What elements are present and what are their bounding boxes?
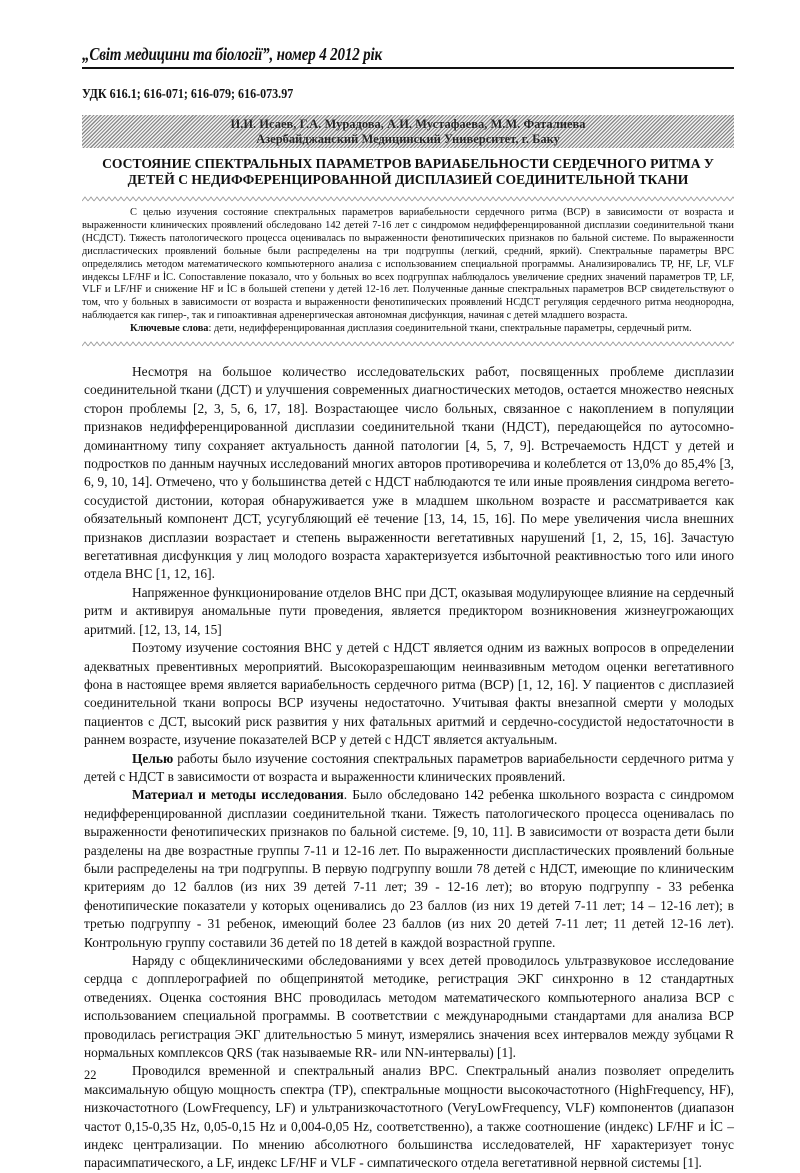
udk-code: УДК 616.1; 616-071; 616-079; 616-073.97 [82, 87, 294, 102]
aim-label: Целью [132, 750, 174, 766]
page-number: 22 [84, 1068, 97, 1082]
body-paragraph-3: Поэтому изучение состояния ВНС у детей с НДСТ является одним из важных вопросов в определении адекватных превентивных мероприятий. Высокоразрешающим неинвазивным методом оценки вегетативного фона в настоящее время является вариабельность сердечного ритма (ВСР) [1, 12, 16]. У пациентов с дисплазией соединительной ткани вопросы ВСР изучены недостаточно. Учитывая факты внезапной смерти у молодых пациентов с ДСТ, высокий риск развития у них фатальных аритмий и сердечно-сосудистой недостаточности в раннем возрасте, изучение показателей ВСР у детей с НДСТ является актуальным. [84, 640, 734, 748]
keywords-list: : дети, недифференцированная дисплазия соединительной ткани, спектральные параметры, сердечный ритм. [208, 323, 692, 335]
abstract [82, 207, 734, 336]
title-line-1: СОСТОЯНИЕ СПЕКТРАЛЬНЫХ ПАРАМЕТРОВ ВАРИАБЕЛЬНОСТИ СЕРДЕЧНОГО РИТМА У [102, 156, 714, 171]
methods-label: Материал и методы исследования [132, 787, 344, 803]
body-paragraph-6: Наряду с общеклиническими обследованиями у всех детей проводилось ультразвуковое исследование сердца с допплерографией по общепринятой методике, регистрация ЭКГ синхронно в 12 стандартных отведениях. Оценка состояния ВНС проводилась методом математического компьютерного анализа ВСР с использованием специальной программы. В соответствии с международными стандартами для анализа ВСР проводилась регистрация ЭКГ длительностью 5 минут, измерялись значения всех интервалов между зубцами R нормальных комплексов QRS (так называемые RR- или NN-интервалы) [1]. [84, 953, 734, 1061]
wavy-divider-top [82, 196, 734, 202]
body-paragraph-aim [84, 750, 734, 787]
body-paragraph-2: Напряженное функционирование отделов ВНС при ДСТ, оказывая модулирующее влияние на сердечный ритм и активируя аномальные пути проведения, является предиктором возникновения жизнеугрожающих аритмий. [12, 13, 14, 15] [84, 584, 734, 637]
title-line-2: ДЕТЕЙ С НЕДИФФЕРЕНЦИРОВАННОЙ ДИСПЛАЗИЕЙ СОЕДИНИТЕЛЬНОЙ ТКАНИ [127, 172, 689, 187]
keywords-label: Ключевые слова [130, 323, 209, 335]
header-rule [82, 67, 734, 69]
body-paragraph-methods [84, 786, 734, 952]
keywords [82, 323, 734, 336]
body-paragraph-1: Несмотря на большое количество исследовательских работ, посвященных проблеме дисплазии соединительной ткани (ДСТ) и улучшения современных диагностических методов, остается множество неясных сторон проблемы [2, 3, 5, 6, 17, 18]. Возрастающее число больных, связанное с накоплением в популяции признаков недифференцированной дисплазии соединительной ткани (НДСТ), передающейся по аутосомно-доминантному типу сохраняет актуальность данной патологии [4, 5, 7, 9]. Встречаемость НДСТ у детей и подростков по данным научных исследований многих авторов противоречива и колеблется от 13,0% до 85,4% [3, 6, 9, 10, 14]. Отмечено, что у большинства детей с НДСТ наблюдаются те или иные проявления синдрома вегето-сосудистой дистонии, которая обнаруживается уже в младшем школьном возрасте и рассматривается как обязательный компонент ДСТ, усугубляющий её течение [13, 14, 15, 16]. По мере увеличения числа внешних признаков дисплазии возрастает и степень выраженности вегетативных нарушений [1, 2, 15, 16]. Зачастую вегетативная дисфункция у лиц молодого возраста характеризуется избыточной реактивностью того или иного отдела ВНС [1, 12, 16]. [84, 364, 734, 582]
methods-text: . Было обследовано 142 ребенка школьного возраста с синдромом недифференцированной дисплазии соединительной ткани. Тяжесть патологического процесса оценивалась по выраженности фенотипических признаков по бальной системе. [9, 10, 11]. В зависимости от возраста дети были разделены на две возрастные группы 7-11 и 12-16 лет. По выраженности диспластических проявлений больные были распределены на три подгруппы. В первую подгруппу вошли 78 детей с НДСТ, имеющие по клиническим критериям до 12 баллов (из них 39 детей 7-11 лет; 39 - 12-16 лет); во вторую подгруппу - 33 ребенка фенотипические показатели у которых оценивались до 23 баллов (из них 19 детей 7-11 лет; 14 – 12-16 лет); в третью подгруппу - 31 ребенок, имеющий более 23 баллов (из них 20 детей 7-11 лет; 11 детей 12-16 лет). Контрольную группу составили 36 детей по 18 детей в каждой возрастной группе. [84, 787, 734, 950]
authors-banner [82, 115, 734, 148]
abstract-text: С целью изучения состояние спектральных параметров вариабельности сердечного ритма (ВСР) в зависимости от возраста и выраженности клинических проявлений обследовано 142 детей 7-16 лет с синдромом недифференцированной дисплазии соединительной ткани (НСДСТ). Тяжесть патологического процесса оценивалась по выраженности фенотипических признаков по бальной системе. По выраженности диспластических проявлений больные были распределены на три подгруппы (легкий, средний, яркий). Спектральные параметры ВРС определялись методом математического компьютерного анализа с использованием специальной программы. Анализировались ТР, HF, LF, VLF индексы LF/HF и İC. Сопоставление показало, что у больных во всех подгруппах наблюдалось увеличение средних значений параметров ТР, LF, VLF и LF/HF и снижение HF и İC в большей степени у детей 12-16 лет. Полученные данные спектральных параметров ВСР свидетельствуют о том, что у больных в зависимости от возраста и выраженности фенотипических проявлений НСДСТ регуляция сердечного ритма неоднородна, наблюдается как гипер-, так и гипоактивная адренергическая автономная дисфункция, начиная с детей младшего возраста. [82, 207, 734, 322]
author-names: И.И. Исаев, Г.А. Мурадова, А.И. Мустафаева, М.М. Фаталиева [230, 117, 586, 131]
author-affiliation: Азербайджанский Медицинский Университет, г. Баку [256, 132, 560, 146]
journal-header: „Світ медицини та біології”, номер 4 2012 рік [82, 44, 383, 64]
body-paragraph-7: Проводился временной и спектральный анализ ВРС. Спектральный анализ позволяет определить максимальную общую мощность спектра (ТР), спектральные мощности высокочастотного (HighFrequency, HF), низкочастотного (LowFrequency, LF) и ультранизкочастотного (VeryLowFrequency, VLF) компонентов (диапазон частот 0,15-0,35 Hz, 0,05-0,15 Hz и 0,004-0,05 Hz, соответственно), а также соотношение (индекс) LF/HF и İC – индекс централизации. По мнению абсолютного большинства исследователей, HF характеризует тонус парасимпатического, а LF, индекс LF/HF и VLF - симпатического отдела вегетативной нервной системы [1]. [84, 1063, 734, 1171]
article-title [82, 156, 734, 188]
wavy-divider-bottom [82, 341, 734, 347]
aim-text: работы было изучение состояния спектральных параметров вариабельности сердечного ритма у детей с НДСТ в зависимости от возраста и выраженности клинических проявлений. [84, 750, 734, 784]
article-body [84, 363, 734, 1173]
